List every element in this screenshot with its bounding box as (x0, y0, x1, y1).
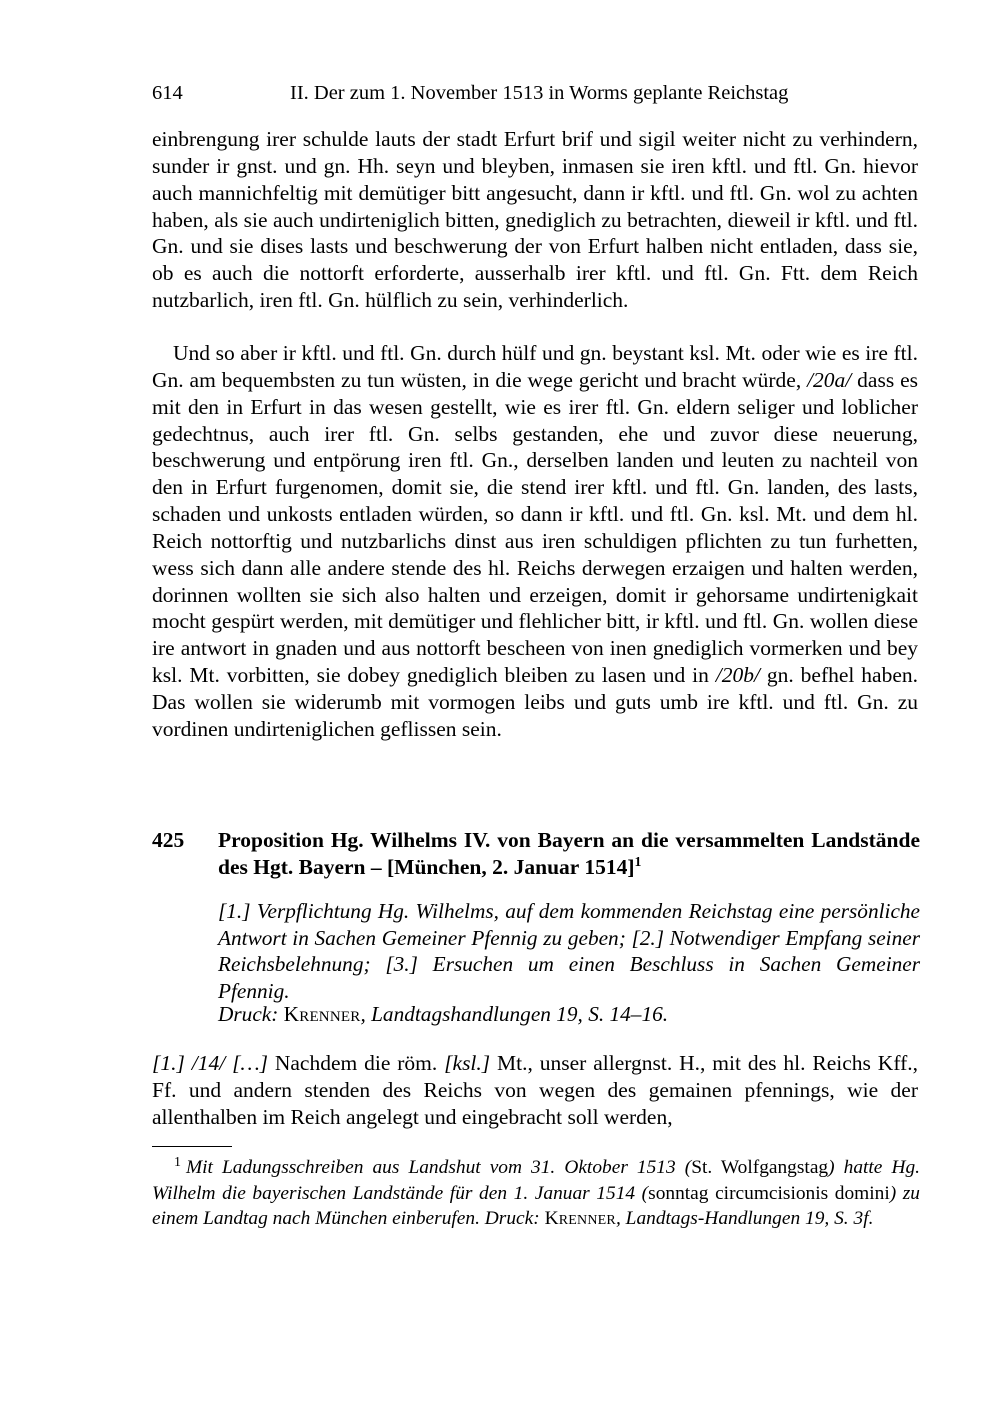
body-paragraph (152, 340, 918, 743)
ellipsis-marker: […] (232, 1051, 268, 1075)
paragraph-segment: Und so aber ir kftl. und ftl. Gn. durch hülf und gn. beystant ksl. Mt. oder wie es ire ftl. Gn. am bequembsten zu tun wüsten, in die wege gericht und bracht würde, (152, 341, 918, 392)
footnote-segment: Mit Ladungsschreiben aus Landshut vom 31. Oktober 1513 ( (185, 1157, 692, 1178)
druck-label: Druck: (218, 1002, 279, 1026)
editorial-insertion: [ksl.] (444, 1051, 491, 1075)
folio-marker: /20b/ (715, 663, 760, 688)
document-text (152, 1050, 918, 1131)
footnote-block (152, 1155, 920, 1232)
footnote-number: 1 (174, 1154, 181, 1170)
paragraph-block-2 (152, 340, 918, 743)
druck-author: Krenner (283, 1002, 361, 1026)
section-title (218, 827, 920, 880)
running-title: II. Der zum 1. November 1513 in Worms geplante Reichstag (290, 82, 789, 104)
paragraph-block-1 (152, 126, 918, 314)
section-heading (152, 827, 920, 880)
folio-marker: /20a/ (807, 367, 852, 392)
footnote-author: Krenner (544, 1208, 616, 1230)
source-citation (218, 1001, 920, 1028)
running-head (152, 78, 920, 108)
page-number: 614 (152, 82, 183, 104)
footnote-segment-roman: St. Wolfgangstag (691, 1157, 829, 1178)
folio-marker: /14/ (191, 1051, 226, 1075)
section-marker: [1.] (152, 1051, 185, 1075)
footnote-segment-roman: sonntag circumcisionis domini (648, 1182, 890, 1204)
footnote-separator (152, 1146, 232, 1147)
paragraph-segment: gn. befhel haben. Das wollen sie widerumb mit vormogen leibs und guts umb ire kftl. und ftl. Gn. zu vordinen undirteniglichen geflissen sein. (152, 663, 918, 741)
footnote-segment: , Landtags-Handlungen 19, S. 3f. (615, 1208, 874, 1230)
paragraph-segment: dass es mit den in Erfurt in das wesen gestellt, wie es irer ftl. Gn. eldern seliger und loblicher gedechtnus, auch irer ftl. Gn. selbs gestanden, ehe und zuvor diese neuerung, beschwerung und entpörung iren ftl. Gn., derselben landen und leuten zu nachteil von den in Erfurt furgenomen, domit sie, die stend irer kftl. und ftl. Gn. landen, des lasts, schaden und unkosts entladen würden, so dann ir kftl. und ftl. Gn. ksl. Mt. und dem hl. Reich nottorftig und nutzbarlichs dinst aus iren schuldigen pflichten zu tun furhetten, wess sich dann alle andere stende des hl. Reichs derwegen erzaigen und halten werden, dorinnen wollten sie sich also halten und erzeigen, domit ir gehorsame undirtenigkait mocht gespürt werden, mit demütiger und flehlicher bitt, ir kftl. und ftl. Gn. wollen diese ire antwort in gnaden und aus nottorft bescheen von inen gnediglich vormerken und bey ksl. Mt. vorbitten, sie dobey gnediglich bleiben zu lasen und in (152, 367, 918, 688)
body-paragraph: einbrengung irer schulde lauts der stadt Erfurt brif und sigil weiter nicht zu verhindern, sunder ir gnst. und gn. Hh. seyn und bleyben, inmasen sie iren kftl. und ftl. Gn. hievor auch mannichfeltig mit demütiger bitt angesucht, dann ir kftl. und ftl. Gn. wol zu achten haben, als sie auch undirteniglich bitten, gnediglich zu betrachten, dieweil ir kftl. und ftl. Gn. und sie dises lasts und beschwerung der von Erfurt halben nicht entladen, dass sie, ob es auch die nottorft erforderte, ausserhalb irer kftl. und ftl. Gn. Ftt. dem Reich nutzbarlich, iren ftl. Gn. hülflich zu sein, verhinderlich. (152, 127, 918, 313)
doctext-segment: Nachdem die röm. (267, 1051, 445, 1075)
doctext-segment: Mt., unser allergnst. H., mit des hl. Reichs Kff., Ff. und andern stenden des Reichs von wegen des gemainen pfennings, wie der allenthalben im Reich angelegt und eingebracht soll werden, (152, 1051, 919, 1129)
section-number: 425 (152, 828, 185, 852)
section-title-text: Proposition Hg. Wilhelms IV. von Bayern an die versammelten Landstände des Hgt. Bayern – [München, 2. Januar 1514] (218, 828, 920, 879)
druck-reference: , Landtagshandlungen 19, S. 14–16. (360, 1002, 669, 1026)
footnote-reference: 1 (634, 853, 642, 869)
footnote-segment: ) zu einem Landtag nach München einberufen. Druck: (152, 1182, 920, 1230)
footnote-segment: ) hatte Hg. Wilhelm die bayerischen Landstände für den 1. Januar 1514 ( (152, 1157, 920, 1204)
regest-summary: [1.] Verpflichtung Hg. Wilhelms, auf dem kommenden Reichstag eine persönliche Antwort in Sachen Gemeiner Pfennig zu geben; [2.] Notwendiger Empfang seiner Reichsbelehnung; [3.] Ersuchen um einen Beschluss in Sachen Gemeiner Pfennig. (218, 899, 920, 1003)
